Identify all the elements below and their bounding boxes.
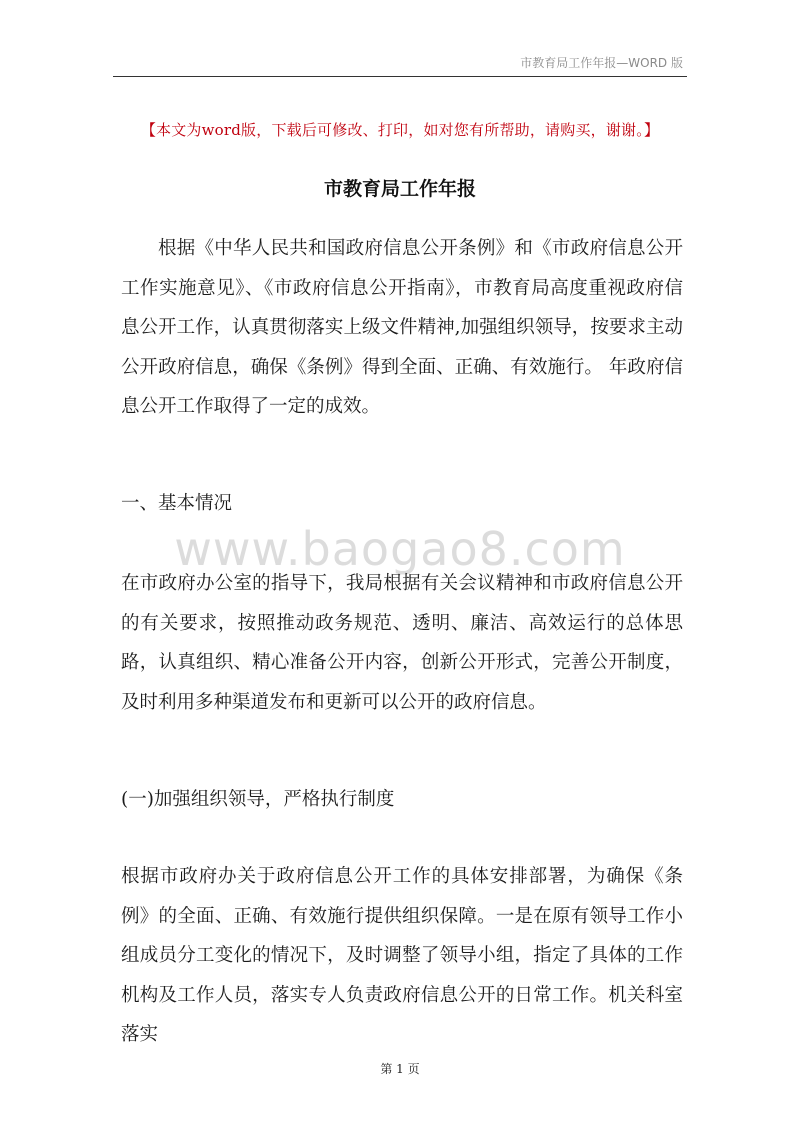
page-number: 第 1 页 [380,1062,420,1076]
watermark-text: www.baogao8.com [174,522,626,576]
section1-heading: 一、基本情况 [121,493,233,514]
header-rule [113,76,687,77]
intro-paragraph: 根据《中华人民共和国政府信息公开条例》和《市政府信息公开工作实施意见》、《市政府信息公开指南》，市教育局高度重视政府信息公开工作，认真贯彻落实上级文件精神,加强组织领导，按要求主动公开政府信息，确保《条例》得到全面、正确、有效施行。 年政府信息公开工作取得了一定的成效。 [121,238,683,417]
subsection1-paragraph: 根据市政府办关于政府信息公开工作的具体安排部署，为确保《条例》的全面、正确、有效施行提供组织保障。一是在原有领导工作小组成员分工变化的情况下，及时调整了领导小组，指定了具体的工作机构及工作人员，落实专人负责政府信息公开的日常工作。机关科室落实 [121,866,683,1045]
purchase-notice: 【本文为word版，下载后可修改、打印，如对您有所帮助，请购买，谢谢。】 [140,121,660,139]
subsection1-heading: (一)加强组织领导，严格执行制度 [121,789,395,810]
header-title: 市教育局工作年报—WORD 版 [520,56,683,70]
document-title: 市教育局工作年报 [323,178,476,200]
section1-paragraph: 在市政府办公室的指导下，我局根据有关会议精神和市政府信息公开的有关要求，按照推动政务规范、透明、廉洁、高效运行的总体思路，认真组织、精心准备公开内容，创新公开形式，完善公开制度，及时利用多种渠道发布和更新可以公开的政府信息。 [121,573,683,713]
